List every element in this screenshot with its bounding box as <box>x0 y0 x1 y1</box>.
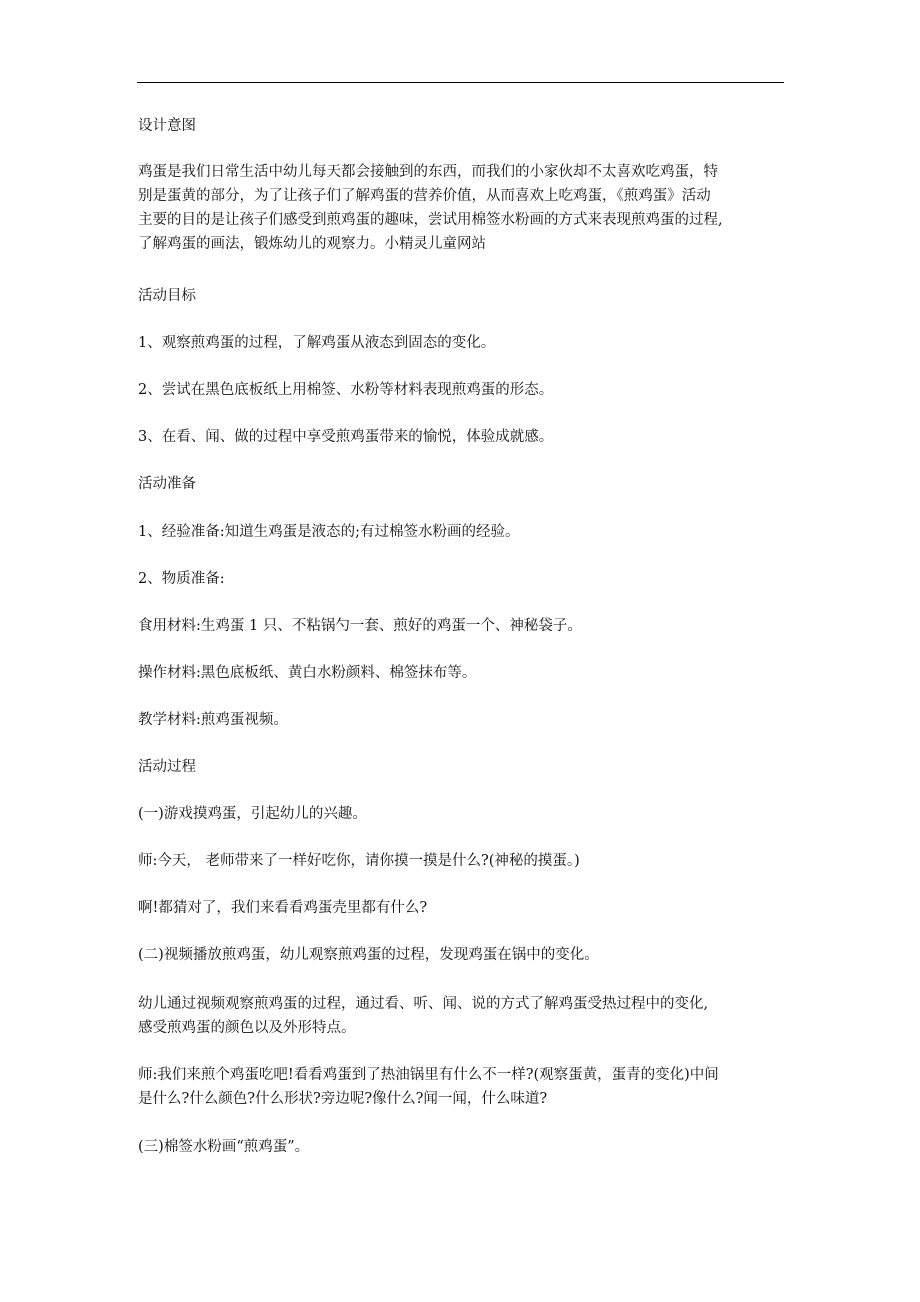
heading-activity-prep: 活动准备 <box>138 476 196 492</box>
process-dialogue: 师:今天， 老师带来了一样好吃你，请你摸一摸是什么?(神秘的摸蛋。) <box>138 853 580 869</box>
header-rule <box>137 82 784 83</box>
process-paragraph <box>138 992 798 1040</box>
process-paragraph <box>138 1063 798 1111</box>
heading-activity-process: 活动过程 <box>138 759 196 775</box>
goal-item: 1、观察煎鸡蛋的过程，了解鸡蛋从液态到固态的变化。 <box>138 335 496 351</box>
prep-item: 2、物质准备: <box>138 571 225 587</box>
process-line: 师:我们来煎个鸡蛋吃吧!看看鸡蛋到了热油锅里有什么不一样?(观察蛋黄，蛋青的变化)中间 <box>138 1067 719 1083</box>
prep-item: 教学材料:煎鸡蛋视频。 <box>138 712 288 728</box>
process-line: 是什么?什么颜色?什么形状?旁边呢?像什么?闻一闻，什么味道? <box>138 1091 548 1107</box>
design-line: 鸡蛋是我们日常生活中幼儿每天都会接触到的东西，而我们的小家伙却不太喜欢吃鸡蛋，特 <box>138 164 718 180</box>
process-step: (三)棉签水粉画“煎鸡蛋”。 <box>138 1139 310 1155</box>
process-line: 幼儿通过视频观察煎鸡蛋的过程，通过看、听、闻、说的方式了解鸡蛋受热过程中的变化, <box>138 996 709 1012</box>
process-line: 感受煎鸡蛋的颜色以及外形特点。 <box>138 1020 356 1036</box>
process-dialogue: 啊!都猜对了，我们来看看鸡蛋壳里都有什么? <box>138 900 428 916</box>
heading-design-intent: 设计意图 <box>138 118 196 134</box>
design-line: 别是蛋黄的部分，为了让孩子们了解鸡蛋的营养价值，从而喜欢上吃鸡蛋，《煎鸡蛋》活动 <box>138 188 711 204</box>
design-paragraph <box>138 160 798 256</box>
design-line: 主要的目的是让孩子们感受到煎鸡蛋的趣味，尝试用棉签水粉画的方式来表现煎鸡蛋的过程, <box>138 212 723 228</box>
goal-item: 2、尝试在黑色底板纸上用棉签、水粉等材料表现煎鸡蛋的形态。 <box>138 382 554 398</box>
heading-activity-goals: 活动目标 <box>138 288 196 304</box>
design-line: 了解鸡蛋的画法，锻炼幼儿的观察力。小精灵儿童网站 <box>138 236 486 252</box>
prep-item: 1、经验准备:知道生鸡蛋是液态的;有过棉签水粉画的经验。 <box>138 524 520 540</box>
process-step: (二)视频播放煎鸡蛋，幼儿观察煎鸡蛋的过程，发现鸡蛋在锅中的变化。 <box>138 947 599 963</box>
prep-item: 操作材料:黑色底板纸、黄白水粉颜料、棉签抹布等。 <box>138 665 477 681</box>
goal-item: 3、在看、闻、做的过程中享受煎鸡蛋带来的愉悦，体验成就感。 <box>138 429 554 445</box>
prep-item: 食用材料:生鸡蛋 1 只、不粘锅勺一套、煎好的鸡蛋一个、神秘袋子。 <box>138 618 582 634</box>
process-step: (一)游戏摸鸡蛋，引起幼儿的兴趣。 <box>138 806 367 822</box>
